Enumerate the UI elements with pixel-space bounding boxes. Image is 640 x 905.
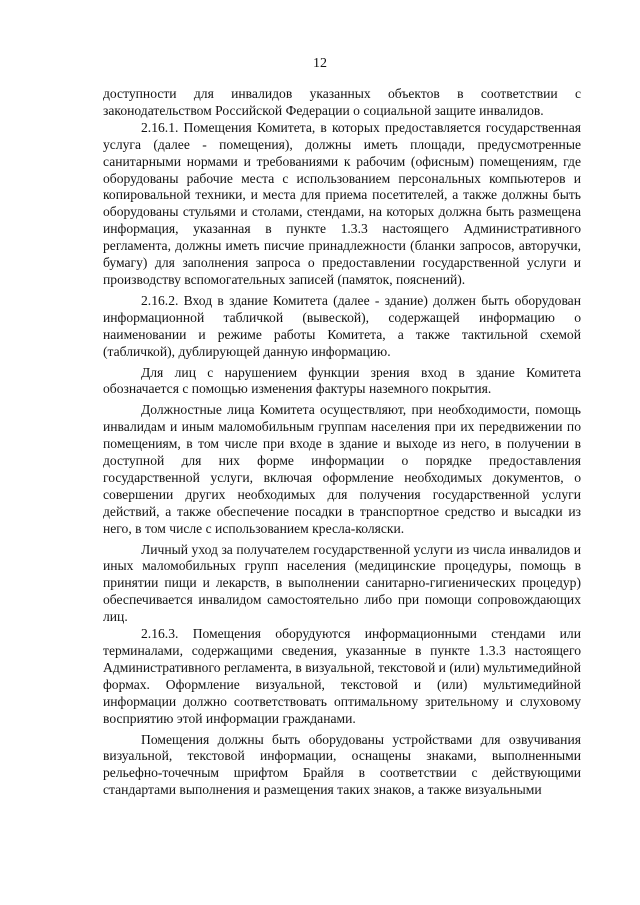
paragraph-audio-braille: Помещения должны быть оборудованы устройствами для озвучивания визуальной, текстовой информации, оснащены знаками, выполненными рельефно-точечным шрифтом Брайля в соответствии с действующими стандартами выполнения и размещения таких знаков, а также визуальными <box>103 731 581 798</box>
paragraph-continuation: доступности для инвалидов указанных объектов в соответствии с законодательством Российской Федерации о социальной защите инвалидов. <box>103 86 581 118</box>
paragraph-staff-assistance: Должностные лица Комитета осуществляют, при необходимости, помощь инвалидам и иным маломобильным группам населения при их передвижении по помещениям, в том числе при входе в здание и выходе из него, в получении в доступной для них форме информации о порядке предоставления государственной услуги, включая оформление необходимых документов, о совершении других необходимых для получения государственной услуги действий, а также обеспечение посадки в транспортное средство и высадки из него, в том числе с использованием кресла-коляски. <box>103 402 581 536</box>
paragraph-2-16-2: 2.16.2. Вход в здание Комитета (далее - здание) должен быть оборудован информационной табличкой (вывеской), содержащей информацию о наименовании и режиме работы Комитета, а также тактильной схемой (табличкой), дублирующей данную информацию. <box>103 292 581 359</box>
document-body <box>103 86 581 799</box>
page-number: 12 <box>313 56 327 71</box>
paragraph-vision-impaired: Для лиц с нарушением функции зрения вход в здание Комитета обозначается с помощью изменения фактуры наземного покрытия. <box>103 364 581 397</box>
paragraph-2-16-1: 2.16.1. Помещения Комитета, в которых предоставляется государственная услуга (далее - помещения), должны иметь площади, предусмотренные санитарными нормами и требованиями к рабочим (офисным) помещениям, где оборудованы рабочие места с использованием персональных компьютеров и копировальной техники, и места для приема посетителей, а также должны быть оборудованы стульями и столами, стендами, на которых должна быть размещена информация, указанная в пункте 1.3.3 настоящего Административного регламента, должны иметь писчие принадлежности (бланки запросов, авторучки, бумагу) для заполнения запроса о предоставлении государственной услуги и производству вспомогательных записей (памяток, пояснений). <box>103 119 581 287</box>
paragraph-personal-care: Личный уход за получателем государственной услуги из числа инвалидов и иных маломобильных групп населения (медицинские процедуры, помощь в принятии пищи и лекарств, в выполнении санитарно-гигиенических процедур) обеспечивается инвалидом самостоятельно либо при помощи сопровождающих лиц. <box>103 541 581 625</box>
paragraph-2-16-3: 2.16.3. Помещения оборудуются информационными стендами или терминалами, содержащими сведения, указанные в пункте 1.3.3 настоящего Административного регламента, в визуальной, текстовой и (или) мультимедийной формах. Оформление визуальной, текстовой и (или) мультимедийной информации должно соответствовать оптимальному зрительному и слуховому восприятию этой информации гражданами. <box>103 626 581 726</box>
